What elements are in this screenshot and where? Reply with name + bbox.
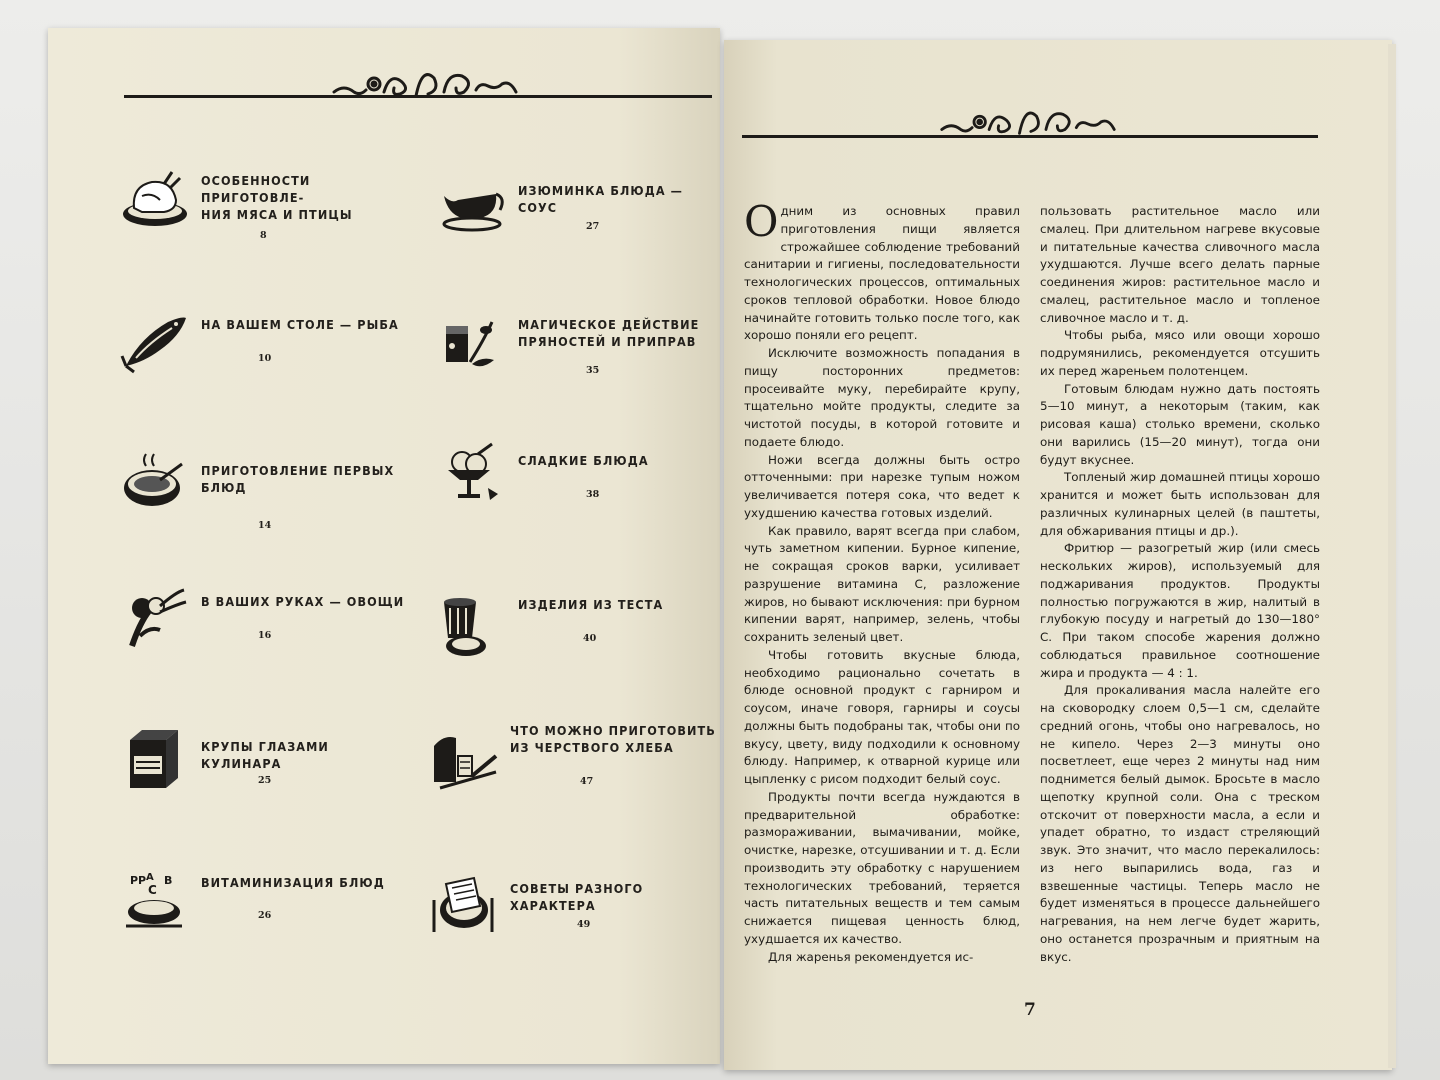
- article-paragraph: Готовым блюдам нужно дать постоять 5—10 минут, а некоторым (таким, как рисовая каша) столько времени, сколько они варились (15—20 минут), тогда они будут вкуснее.: [1040, 381, 1320, 467]
- toc-title: МАГИЧЕСКОЕ ДЕЙСТВИЕ ПРЯНОСТЕЙ И ПРИПРАВ: [518, 317, 700, 349]
- toc-title: В ВАШИХ РУКАХ — ОВОЩИ: [201, 594, 405, 609]
- toc-page-number: 14: [258, 520, 272, 531]
- gravy-boat-icon: [438, 176, 508, 242]
- article-paragraph: Для прокаливания масла налейте его на сковородку слоем 0,5—1 см, сделайте средний огонь, чтобы оно нагревалось, но не кипело. Через 2—3 минуты оно посветлеет, еще через 2 минуты над ним поднимется белый дымок. Бросьте в масло щепотку крупной соли. Она с треском отскочит от поверхности масла, а если и упадет обратно, то издаст стреляющий звук. Это значит, что масло перекалилось: из него выпарились вода, газ и взвешенные частицы. Теперь масло не будет изменяться в процессе дальнейшего нагревания, на нем легче будет жарить, оно останется прозрачным и приятным на вкус.: [1040, 683, 1320, 964]
- fish-icon: [120, 308, 190, 374]
- article-column-1: [744, 197, 1020, 966]
- toc-page-number: 26: [258, 910, 272, 921]
- soup-bowl-icon: [120, 450, 190, 516]
- svg-text:PP: PP: [130, 874, 147, 887]
- ice-cream-icon: [438, 440, 508, 506]
- toc-title: СОВЕТЫ РАЗНОГО ХАРАКТЕРА: [510, 881, 644, 913]
- spices-icon: [438, 312, 508, 378]
- article-paragraph: Исключите возможность попадания в пищу посторонних предметов: просеивайте муку, перебирайте крупу, тщательно мойте продукты, следите за чистотой посуды, в которой готовите и подаете блюдо.: [744, 346, 1020, 449]
- toc-page-number: 49: [577, 919, 591, 930]
- toc-page-number: 27: [586, 221, 600, 232]
- toc-title: ПРИГОТОВЛЕНИЕ ПЕРВЫХ БЛЮД: [201, 463, 395, 495]
- article-paragraph: Ножи всегда должны быть остро отточенными: при нарезке тупым ножом увеличивается потеря сока, что ведет к ухудшению качества готовых изделий.: [744, 452, 1020, 520]
- svg-text:A: A: [146, 872, 154, 883]
- toc-title: ЧТО МОЖНО ПРИГОТОВИТЬ ИЗ ЧЕРСТВОГО ХЛЕБА: [510, 723, 716, 755]
- toc-title: СЛАДКИЕ БЛЮДА: [518, 453, 649, 468]
- plate-menu-icon: [430, 870, 500, 936]
- article-paragraph: пользовать растительное масло или смалец. При длительном нагреве вкусовые и питательные качества сливочного масла ухудшаются. Лучше всего делать парные соединения жиров: растительное масло и смалец, растительное масло и топленое сливочное масло и т. д.: [1040, 204, 1320, 325]
- toc-page-number: 10: [258, 353, 272, 364]
- article-paragraph: Одним из основных правил приготовления пищи является строжайшее соблюдение требований санитарии и гигиены, последовательности технологических процессов, оптимальных сроков тепловой обработки. Новое блюдо начинайте готовить только после того, как хорошо поняли его рецепт.: [744, 197, 1020, 343]
- toc-title: ИЗДЕЛИЯ ИЗ ТЕСТА: [518, 597, 664, 612]
- pastry-icon: [438, 594, 508, 660]
- article-paragraph: Чтобы рыба, мясо или овощи хорошо подрумянились, рекомендуется отсушить их перед жареньем полотенцем.: [1040, 328, 1320, 378]
- article-paragraph: Как правило, варят всегда при слабом, чуть заметном кипении. Бурное кипение, не сокращая сроков варки, усиливает разрушение витамина С, разложение жиров, но бывают исключения: при бурном кипении варят, например, зелень, чтобы сохранить зеленый цвет.: [744, 523, 1020, 644]
- toc-page-number: 25: [258, 775, 272, 786]
- article-paragraph: Продукты почти всегда нуждаются в предварительной обработке: размораживании, вымачивании, мойке, очистке, нарезке, отсушивании и т. д. Если производить эту обработку с нарушением технологических требований, теряется часть питательных веществ и тем самым снижается пищевая ценность блюд, ухудшается их качество.: [744, 789, 1020, 946]
- grain-box-icon: [120, 726, 190, 792]
- left-header-ornament: [330, 62, 520, 104]
- toc-title: НА ВАШЕМ СТОЛЕ — РЫБА: [201, 317, 399, 332]
- page-edge: [1388, 44, 1396, 1068]
- toc-page-number: 47: [580, 776, 594, 787]
- toc-page-number: 35: [586, 365, 600, 376]
- article-column-2: [1040, 203, 1320, 966]
- roast-chicken-icon: [120, 166, 190, 232]
- right-header-ornament: [938, 100, 1118, 142]
- toc-title: ОСОБЕННОСТИ ПРИГОТОВЛЕ- НИЯ МЯСА И ПТИЦЫ: [201, 173, 353, 222]
- vitamin-plate-icon: [120, 866, 190, 932]
- toc-page-number: 40: [583, 633, 597, 644]
- article-paragraph: Для жаренья рекомендуется ис-: [768, 949, 974, 964]
- toc-page-number: 38: [586, 489, 600, 500]
- article-paragraph: Чтобы готовить вкусные блюда, необходимо рационально сочетать в блюде основной продукт с гарниром и соусом, иначе говоря, гарниры и соусы должны быть подобраны так, чтобы они по вкусу, цвету, виду подходили к основному блюду. Например, к отварной курице или цыпленку с рисом подходит белый соус.: [744, 647, 1020, 786]
- toc-title: ИЗЮМИНКА БЛЮДА — СОУС: [518, 183, 684, 215]
- toc-title: КРУПЫ ГЛАЗАМИ КУЛИНАРА: [201, 739, 329, 771]
- svg-text:C: C: [148, 883, 157, 897]
- svg-text:B: B: [164, 874, 173, 887]
- toc-page-number: 8: [260, 230, 267, 241]
- article-paragraph: Фритюр — разогретый жир (или смесь нескольких жиров), используемый для поджаривания продуктов. Продукты полностью погружаются в жир, налитый в глубокую посуду и нагретый до 130—180° С. При таком способе жарения должно соблюдаться правильное соотношение жира и продукта — 4 : 1.: [1040, 541, 1320, 680]
- dropcap: О: [744, 197, 779, 246]
- bread-icon: [430, 732, 500, 798]
- vegetables-icon: [120, 586, 190, 652]
- toc-page-number: 16: [258, 630, 272, 641]
- toc-title: ВИТАМИНИЗАЦИЯ БЛЮД: [201, 875, 385, 890]
- article-paragraph: Топленый жир домашней птицы хорошо хранится и может быть использован для различных кулинарных целей (в паштеты, для обжаривания птицы и др.).: [1040, 470, 1320, 538]
- page-number: 7: [1024, 1000, 1036, 1020]
